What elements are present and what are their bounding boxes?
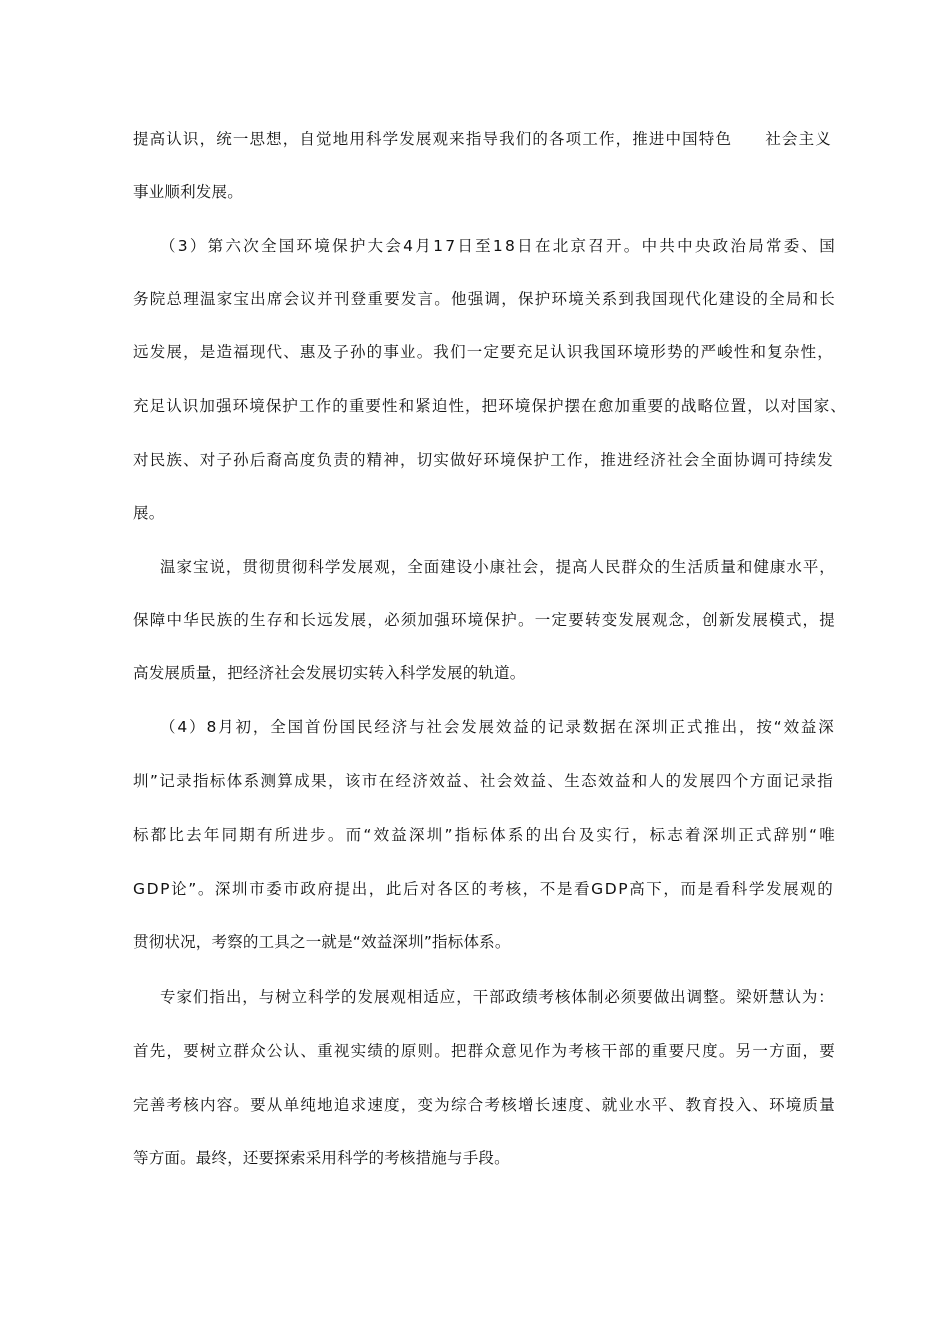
text-line: 务院总理温家宝出席会议并刊登重要发言。他强调，保护环境关系到我国现代化建设的全局和长 xyxy=(133,290,837,308)
text-line: 保障中华民族的生存和长远发展，必须加强环境保护。一定要转变发展观念，创新发展模式，提 xyxy=(133,611,837,629)
text-line: 对民族、对子孙后裔高度负责的精神，切实做好环境保护工作，推进经济社会全面协调可持续发 xyxy=(133,451,834,469)
text-line: 高发展质量，把经济社会发展切实转入科学发展的轨道。 xyxy=(133,664,526,682)
text-line: 完善考核内容。要从单纯地追求速度，变为综合考核增长速度、就业水平、教育投入、环境质量 xyxy=(133,1096,837,1114)
text-line: 贯彻状况，考察的工具之一就是“效益深圳”指标体系。 xyxy=(133,933,511,951)
text-line: （3）第六次全国环境保护大会4月17日至18日在北京召开。中共中央政治局常委、国 xyxy=(160,237,838,255)
text-line: GDP论”。深圳市委市政府提出，此后对各区的考核，不是看GDP高下，而是看科学发展观的 xyxy=(133,880,835,898)
text-line: （4）8月初，全国首份国民经济与社会发展效益的记录数据在深圳正式推出，按“效益深 xyxy=(160,718,836,736)
text-line: 远发展，是造福现代、惠及子孙的事业。我们一定要充足认识我国环境形势的严峻性和复杂性， xyxy=(133,343,834,361)
text-line: 标都比去年同期有所进步。而“效益深圳”指标体系的出台及实行，标志着深圳正式辞别“唯 xyxy=(133,826,838,844)
text-line: 提高认识，统一思想，自觉地用科学发展观来指导我们的各项工作，推进中国特色 社会主义 xyxy=(133,130,832,148)
text-line: 专家们指出，与树立科学的发展观相适应，干部政绩考核体制必须要做出调整。梁妍慧认为： xyxy=(160,988,835,1006)
text-line: 展。 xyxy=(133,504,165,522)
text-line: 等方面。最终，还要探索采用科学的考核措施与手段。 xyxy=(133,1149,510,1167)
text-line: 温家宝说，贯彻贯彻科学发展观，全面建设小康社会，提高人民群众的生活质量和健康水平， xyxy=(160,558,836,576)
text-line: 事业顺利发展。 xyxy=(133,183,243,201)
text-line: 圳”记录指标体系测算成果，该市在经济效益、社会效益、生态效益和人的发展四个方面记录指 xyxy=(133,772,835,790)
text-line: 充足认识加强环境保护工作的重要性和紧迫性，把环境保护摆在愈加重要的战略位置，以对国家、 xyxy=(133,397,847,415)
text-line: 首先，要树立群众公认、重视实绩的原则。把群众意见作为考核干部的重要尺度。另一方面，要 xyxy=(133,1042,837,1060)
